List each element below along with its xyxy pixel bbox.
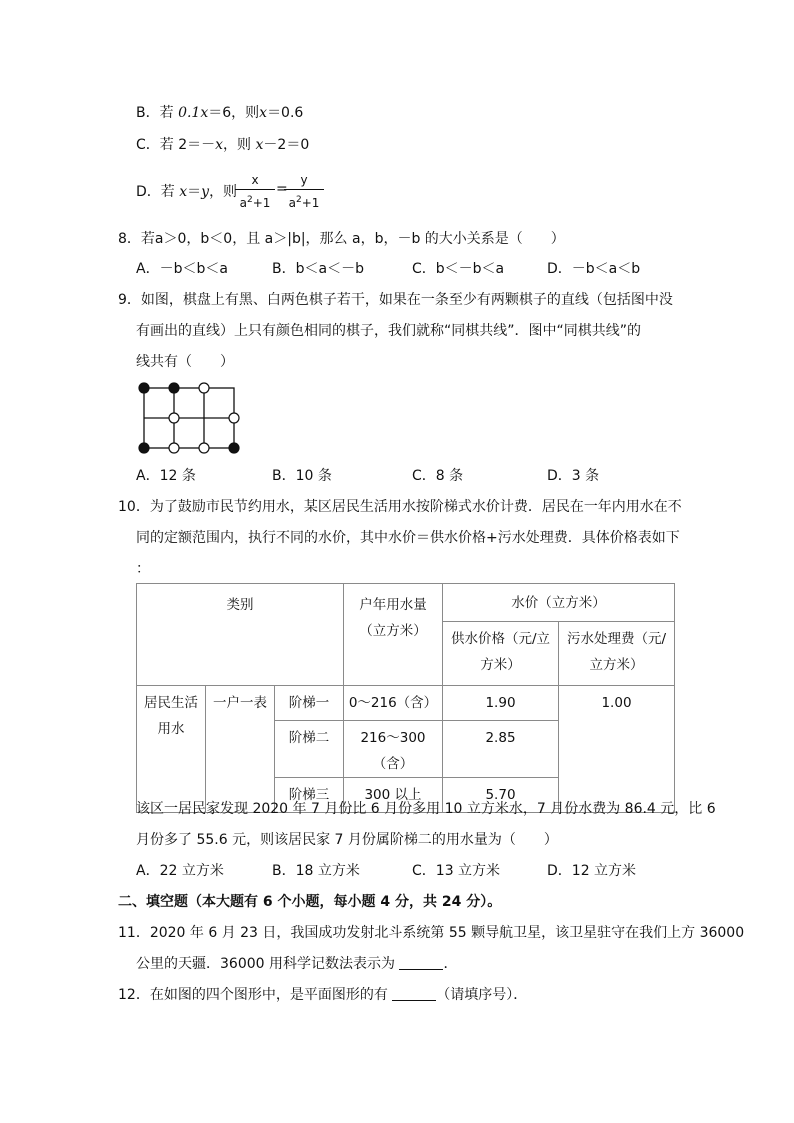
q10-stem-line-5: 月份多了 55.6 元，则该居民家 7 月份属阶梯二的用水量为（ ） xyxy=(136,832,558,848)
q9-option-c[interactable] xyxy=(412,466,463,486)
q8-option-d[interactable] xyxy=(547,259,640,279)
option-text: －b＜b＜a xyxy=(159,261,228,277)
q10-stem-line-3: ： xyxy=(136,561,150,577)
cell-category-2: 一户一表 xyxy=(206,686,275,813)
fraction-bar xyxy=(235,189,275,190)
q7-d-eq: ＝ xyxy=(187,184,202,200)
header-sewage-fee: 污水处理费（元/立方米） xyxy=(559,622,675,686)
q8-stem xyxy=(118,228,565,248)
black-stone xyxy=(139,383,149,393)
q7-d-frac2-numerator: y xyxy=(300,173,308,187)
option-label: D． xyxy=(547,261,572,277)
q9-option-a[interactable] xyxy=(136,466,196,486)
den-a: a xyxy=(239,196,247,210)
q7-d-fraction-y xyxy=(284,172,324,208)
q7-d-frac1-numerator: x xyxy=(251,173,259,187)
q8-option-b[interactable] xyxy=(272,259,364,279)
section-2-title: 二、填空题（本大题有 6 个小题，每小题 4 分，共 24 分）。 xyxy=(118,894,502,910)
q11-stem-line-2 xyxy=(136,954,457,974)
option-label: D． xyxy=(547,863,572,879)
black-stone xyxy=(139,443,149,453)
q7-option-c xyxy=(136,134,309,154)
q12-answer-blank[interactable] xyxy=(392,986,436,1001)
header-category: 类别 xyxy=(137,584,344,686)
black-stone xyxy=(169,383,179,393)
q7-d-lhs: x xyxy=(179,184,188,200)
q7-c-var: x xyxy=(215,137,224,153)
q8-option-a[interactable] xyxy=(136,259,228,279)
den-exp: 2 xyxy=(246,195,253,205)
q8-number: 8．若 xyxy=(118,231,155,247)
cell-tier: 阶梯二 xyxy=(275,721,344,778)
q7-b-result: ＝0.6 xyxy=(267,105,304,121)
option-label: B． xyxy=(272,468,296,484)
option-text: 13 立方米 xyxy=(435,863,501,879)
q10-option-a[interactable] xyxy=(136,861,224,881)
white-stone xyxy=(229,413,239,423)
q7-d-frac2-denominator xyxy=(284,192,324,208)
cell-range: 300 以上 xyxy=(344,778,443,813)
option-text: 12 条 xyxy=(159,468,196,484)
q7-d-prefix: D．若 xyxy=(136,184,180,200)
table-row xyxy=(137,686,675,721)
option-label: C． xyxy=(412,863,436,879)
q10-stem-line-4: 该区一居民家发现 2020 年 7 月份比 6 月份多用 10 立方米水，7 月份水费为 86.4 元，比 6 xyxy=(136,801,716,817)
board-grid xyxy=(144,388,234,448)
q10-option-c[interactable] xyxy=(412,861,500,881)
den-a: a xyxy=(288,196,296,210)
option-label: B． xyxy=(272,863,296,879)
q10-option-b[interactable] xyxy=(272,861,360,881)
chessboard-figure xyxy=(136,380,244,456)
option-text: 22 立方米 xyxy=(159,863,224,879)
option-text: 8 条 xyxy=(435,468,464,484)
option-label: B． xyxy=(272,261,296,277)
black-stone xyxy=(229,443,239,453)
q7-c-var2: x xyxy=(255,137,264,153)
q10-stem-line-2: 同的定额范围内，执行不同的水价，其中水价＝供水价格+污水处理费．具体价格表如下 xyxy=(136,530,680,546)
q11-stem-line-1: 11．2020 年 6 月 23 日，我国成功发射北斗系统第 55 颗导航卫星，该卫星驻守在我们上方 36000 xyxy=(118,925,745,941)
q7-b-prefix: B．若 xyxy=(136,105,179,121)
cell-tier: 阶梯三 xyxy=(275,778,344,813)
q7-b-expr: 0.1x xyxy=(178,105,209,121)
q8-condition: a＞0，b＜0，且 a＞|b|，那么 a，b，－b 的大小关系是（ ） xyxy=(154,231,565,247)
option-text: b＜－b＜a xyxy=(435,261,505,277)
den-rest: +1 xyxy=(301,196,320,210)
q8-options xyxy=(0,259,794,281)
q7-c-rest: －2＝0 xyxy=(263,137,310,153)
white-stone xyxy=(199,443,209,453)
option-text: －b＜a＜b xyxy=(571,261,641,277)
white-stone xyxy=(199,383,209,393)
q7-c-prefix: C．若 2＝－ xyxy=(136,137,216,153)
q7-d-frac1-denominator xyxy=(235,192,275,208)
option-text: 10 条 xyxy=(295,468,332,484)
q11-end: ． xyxy=(443,956,458,972)
option-label: A． xyxy=(136,468,160,484)
q12-end: （请填序号）． xyxy=(436,987,528,1003)
cell-supply: 2.85 xyxy=(443,721,559,778)
q8-option-c[interactable] xyxy=(412,259,504,279)
option-label: C． xyxy=(412,261,436,277)
q7-b-mid: ＝6，则 xyxy=(208,105,260,121)
den-rest: +1 xyxy=(252,196,271,210)
q9-stem-line-3: 线共有（ ） xyxy=(136,354,234,370)
q7-d-equals: = xyxy=(276,181,288,197)
cell-category-1: 居民生活用水 xyxy=(137,686,206,813)
q7-d-mid: ，则 xyxy=(209,184,238,200)
option-label: C． xyxy=(412,468,436,484)
q9-option-d[interactable] xyxy=(547,466,599,486)
option-text: 12 立方米 xyxy=(571,863,637,879)
header-supply-price: 供水价格（元/立方米） xyxy=(443,622,559,686)
q7-option-b xyxy=(136,102,303,122)
white-stone xyxy=(169,413,179,423)
cell-tier: 阶梯一 xyxy=(275,686,344,721)
cell-range: 216～300（含） xyxy=(344,721,443,778)
q9-options xyxy=(0,466,794,488)
q11-answer-blank[interactable] xyxy=(399,955,443,970)
option-label: D． xyxy=(547,468,572,484)
option-label: A． xyxy=(136,261,160,277)
option-text: 18 立方米 xyxy=(295,863,360,879)
table-header-row-1 xyxy=(137,584,675,622)
cell-sewage: 1.00 xyxy=(559,686,675,813)
option-label: A． xyxy=(136,863,160,879)
q9-stem-line-2: 有画出的直线）上只有颜色相同的棋子，我们就称“同棋共线”．图中“同棋共线”的 xyxy=(136,323,642,339)
option-text: 3 条 xyxy=(571,468,600,484)
q12-stem xyxy=(118,985,527,1005)
q11-text: 公里的天疆．36000 用科学记数法表示为 xyxy=(136,956,400,972)
cell-supply: 5.70 xyxy=(443,778,559,813)
q9-stem-line-1: 9．如图，棋盘上有黑、白两色棋子若干，如果在一条至少有两颗棋子的直线（包括图中没 xyxy=(118,292,673,308)
q7-c-mid: ，则 xyxy=(223,137,256,153)
q10-options xyxy=(0,861,794,883)
q7-b-var: x xyxy=(259,105,268,121)
header-usage: 户年用水量（立方米） xyxy=(344,584,443,686)
fraction-bar xyxy=(284,189,324,190)
water-price-table xyxy=(136,583,675,813)
q10-stem-line-1: 10．为了鼓励市民节约用水，某区居民生活用水按阶梯式水价计费．居民在一年内用水在不 xyxy=(118,499,682,515)
cell-range: 0～216（含） xyxy=(344,686,443,721)
q7-d-fraction-x xyxy=(235,172,275,208)
white-stone xyxy=(169,443,179,453)
header-price: 水价（立方米） xyxy=(443,584,675,622)
option-text: b＜a＜－b xyxy=(295,261,364,277)
cell-supply: 1.90 xyxy=(443,686,559,721)
den-exp: 2 xyxy=(295,195,302,205)
q9-option-b[interactable] xyxy=(272,466,332,486)
q7-d-rhs: y xyxy=(201,184,210,200)
q12-text: 12．在如图的四个图形中，是平面图形的有 xyxy=(118,987,393,1003)
q7-option-d xyxy=(136,181,237,201)
q10-option-d[interactable] xyxy=(547,861,636,881)
